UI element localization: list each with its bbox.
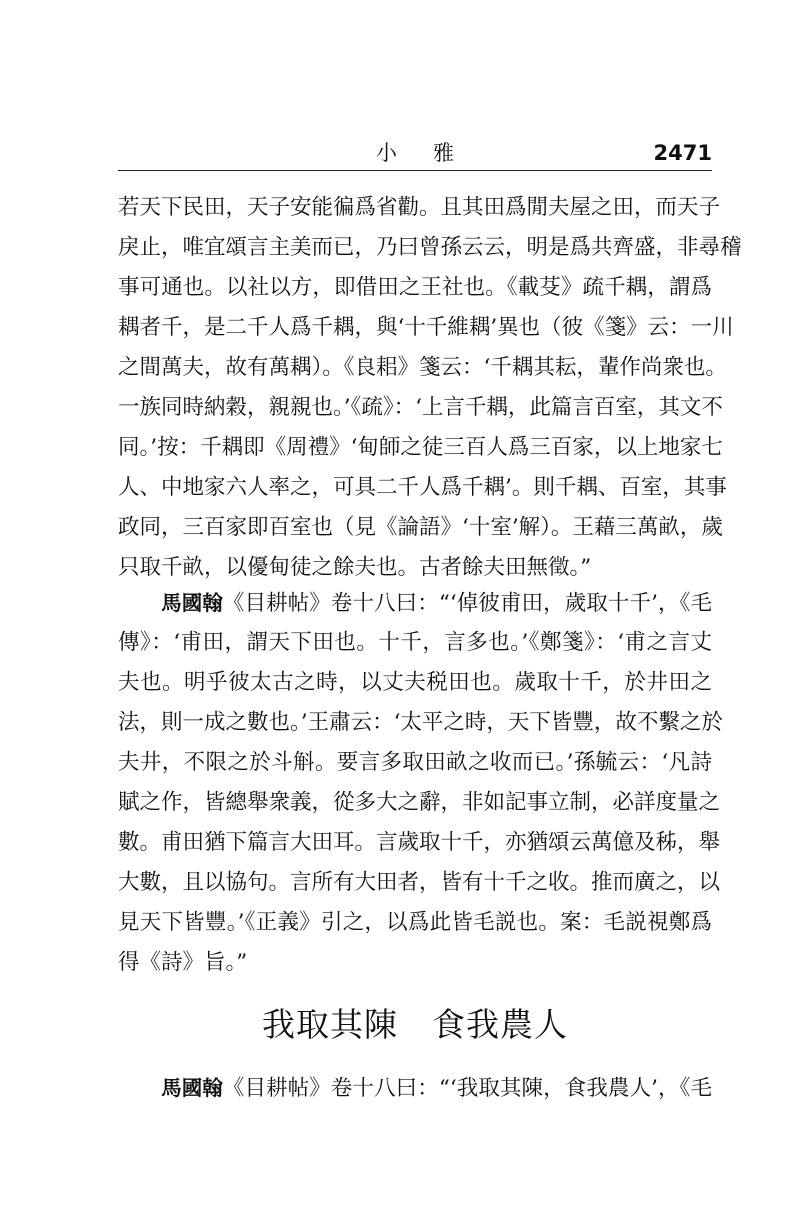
text-line: 同。’按：千耦即《周禮》‘甸師之徒三百人爲三百家，以上地家七 <box>118 435 723 460</box>
page-number: 2471 <box>653 141 712 165</box>
text-line: 法，則一成之數也。’王肅云：‘太平之時，天下皆豐，故不繫之於 <box>118 710 723 735</box>
text-line-rest: 《目耕帖》卷十八曰：“‘倬彼甫田，歲取十千’，《毛 <box>222 591 712 616</box>
paragraph-ma-guohan-futian <box>118 583 723 983</box>
running-head <box>118 138 712 168</box>
text-line: 人、中地家六人率之，可具二千人爲千耦’。則千耦、百室，其事 <box>118 475 727 500</box>
text-line: 夫也。明乎彼太古之時，以丈夫税田也。歲取十千，於井田之 <box>118 670 712 695</box>
author-name: 馬國翰 <box>161 591 223 615</box>
text-line: 賦之作，皆總舉衆義，從多大之辭，非如記事立制，必詳度量之 <box>118 790 721 815</box>
text-line: 傳》：‘甫田，謂天下田也。十千，言多也。’《鄭箋》：‘甫之言丈 <box>118 630 712 655</box>
header-rule <box>118 170 712 171</box>
paragraph-continued <box>118 188 742 588</box>
text-line: 得《詩》旨。” <box>118 950 248 975</box>
text-line: 之間萬夫，故有萬耦）。《良耜》箋云：‘千耦其耘，輩作尚衆也。 <box>118 355 727 380</box>
text-line-first <box>118 1068 712 1108</box>
text-line: 耦者千，是二千人爲千耦，與‘十千維耦’異也（彼《箋》云：一川 <box>118 315 734 340</box>
text-line: 事可通也。以社以方，即借田之王社也。《載芟》疏千耦，謂爲 <box>118 275 712 300</box>
text-line: 一族同時納穀，親親也。’《疏》：‘上言千耦，此篇言百室，其文不 <box>118 395 723 420</box>
text-line: 戾止，唯宜頌言主美而已，乃曰曾孫云云，明是爲共齊盛，非尋稽 <box>118 235 742 260</box>
section-heading: 我取其陳 食我農人 <box>262 1005 568 1044</box>
author-name: 馬國翰 <box>161 1076 223 1100</box>
book-page <box>118 0 742 1217</box>
text-line: 政同，三百家即百室也（見《論語》‘十室’解）。王藉三萬畝，歲 <box>118 515 723 540</box>
text-line-first <box>118 583 712 623</box>
text-line: 見天下皆豐。’《正義》引之，以爲此皆毛説也。案：毛説視鄭爲 <box>118 910 712 935</box>
text-line: 若天下民田，天子安能徧爲省勸。且其田爲閒夫屋之田，而天子 <box>118 195 721 220</box>
paragraph-ma-guohan-chen <box>118 1068 712 1108</box>
text-line: 大數，且以協句。言所有大田者，皆有十千之收。推而廣之，以 <box>118 870 721 895</box>
text-line: 只取千畝，以優甸徒之餘夫也。古者餘夫田無徵。” <box>118 555 592 580</box>
text-line-rest: 《目耕帖》卷十八曰：“‘我取其陳，食我農人’，《毛 <box>222 1076 712 1101</box>
text-line: 夫井，不限之於斗斛。要言多取田畝之收而已。’孫毓云：‘凡詩 <box>118 750 712 775</box>
running-head-title: 小雅 <box>376 141 490 165</box>
text-line: 數。甫田猶下篇言大田耳。言歲取十千，亦猶頌云萬億及秭，舉 <box>118 830 721 855</box>
